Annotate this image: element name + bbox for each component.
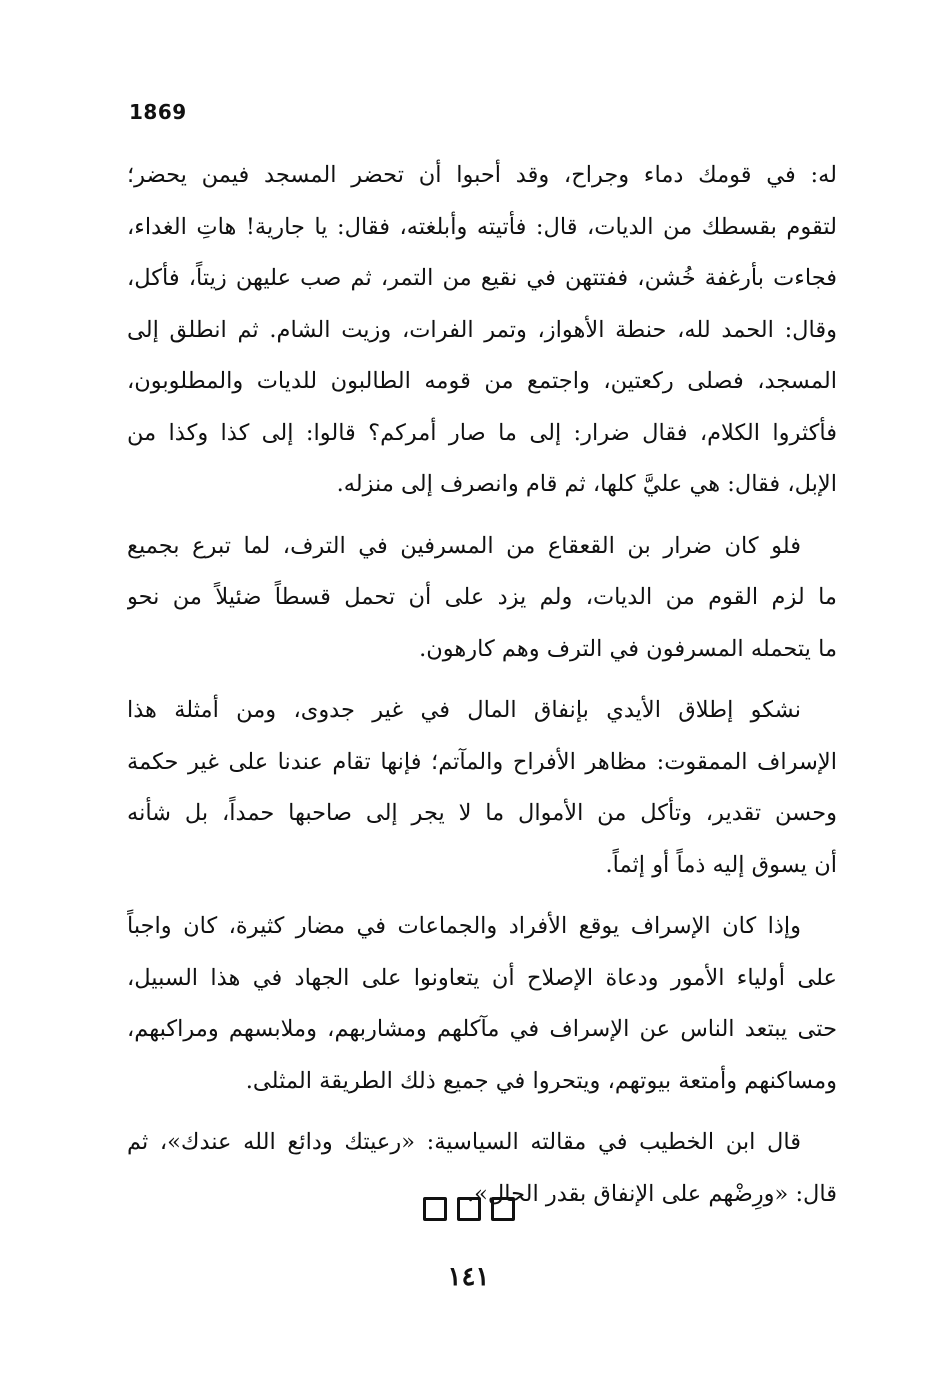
text-line: حتى يبتعد الناس عن الإسراف في مآكلهم ومشاربهم، وملابسهم ومراكبهم، [127,1016,837,1042]
page-id: 1869 [129,100,187,124]
text-line: قال: «ورِضْهم على الإنفاق بقدر الحال». [467,1180,837,1207]
paragraph [127,685,837,891]
square-ornament-icon [491,1197,515,1221]
text-line: لتقوم بقسطك من الديات، قال: فأتيته وأبلغته، فقال: يا جارية! هاتِ الغداء، [127,213,837,240]
text-line: فجاءت بأرغفة خُشن، ففتتهن في نقيع من التمر، ثم صب عليهن زيتاً، فأكل، [127,265,837,291]
text-line: نشكو إطلاق الأيدي بإنفاق المال في غير جدوى، ومن أمثلة هذا [127,697,801,723]
page-number: ١٤١ [447,1262,490,1292]
text-line: فلو كان ضرار بن القعقاع من المسرفين في الترف، لما تبرع بجميع [127,532,801,559]
text-line: وقال: الحمد لله، حنطة الأهواز، وتمر الفرات، وزيت الشام. ثم انطلق إلى [127,316,837,343]
text-line: فأكثروا الكلام، فقال ضرار: إلى ما صار أمركم؟ قالوا: إلى كذا وكذا من [127,419,837,446]
text-line: على أولياء الأمور ودعاة الإصلاح أن يتعاونوا على الجهاد في هذا السبيل، [127,964,837,991]
paragraph [127,521,837,676]
paragraph [127,901,837,1107]
text-line: الإبل، فقال: هي عليَّ كلها، ثم قام وانصرف إلى منزله. [336,471,837,497]
text-line: وإذا كان الإسراف يوقع الأفراد والجماعات في مضار كثيرة، كان واجباً [127,913,801,939]
paragraph [127,150,837,511]
text-line: ومساكنهم وأمتعة بيوتهم، ويتحروا في جميع ذلك الطريقة المثلى. [245,1067,837,1094]
text-line: ما لزم القوم من الديات، ولم يزد على أن تحمل قسطاً ضئيلاً من نحو [127,584,837,610]
text-line: قال ابن الخطيب في مقالته السياسية: «رعيتك ودائع الله عندك»، ثم [127,1129,801,1155]
text-line: أن يسوق إليه ذماً أو إثماً. [605,851,837,878]
text-line: الإسراف الممقوت: مظاهر الأفراح والمآتم؛ فإنها تقام عندنا على غير حكمة [127,748,837,775]
section-divider [0,1197,937,1221]
text-line: وحسن تقدير، وتأكل من الأموال ما لا يجر إلى صاحبها حمداً، بل شأنه [127,800,837,826]
text-line: المسجد، فصلى ركعتين، واجتمع من قومه الطالبون للديات والمطلوبون، [127,368,837,394]
text-line: له: في قومك دماء وجراح، وقد أحبوا أن تحضر المسجد فيمن يحضر؛ [127,162,837,188]
text-line: ما يتحمله المسرفون في الترف وهم كارهون. [419,635,837,662]
square-ornament-icon [423,1197,447,1221]
square-ornament-icon [457,1197,481,1221]
body-text [127,150,837,1230]
